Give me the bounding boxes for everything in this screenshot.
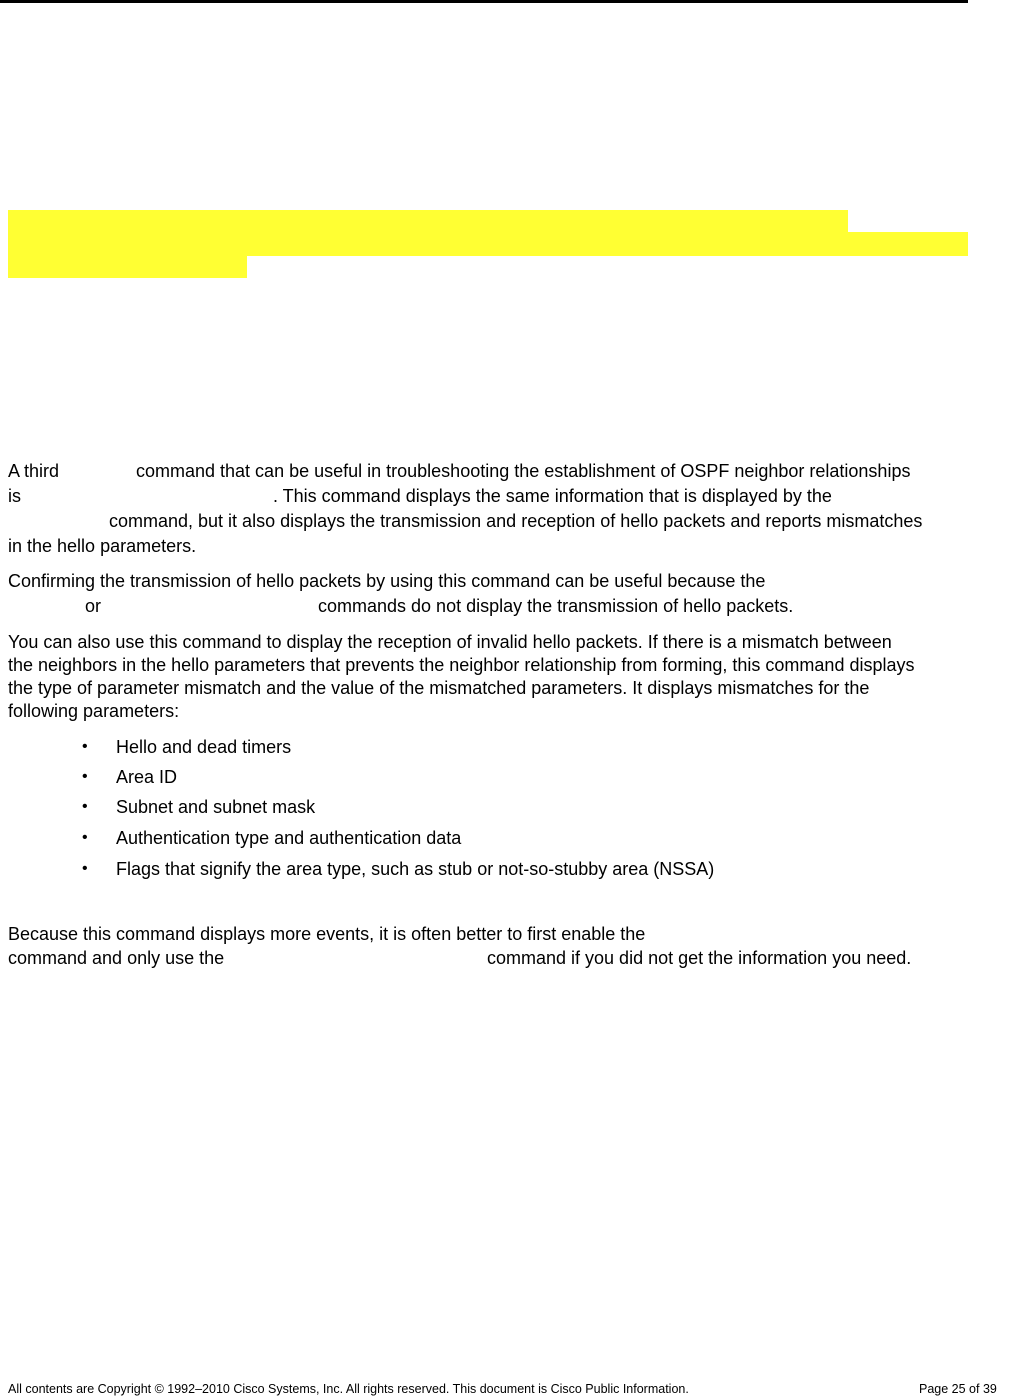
paragraph-3-line-1: You can also use this command to display the reception of invalid hello packets. If there is a mismatch between (8, 632, 892, 652)
text-fragment: Because this command displays more events, it is often better to first enable the (8, 924, 646, 944)
paragraph-3-line-4: following parameters: (8, 701, 180, 721)
text-fragment: is (8, 486, 21, 506)
paragraph-4-line-1 (8, 922, 1008, 946)
header-rule (0, 0, 968, 3)
text-fragment: A third (8, 461, 60, 481)
list-item-text: Flags that signify the area type, such as stub or not-so-stubby area (NSSA) (116, 859, 715, 879)
list-item-text: Area ID (116, 767, 178, 787)
paragraph-1-line-4 (8, 534, 1008, 558)
footer-page-number: Page 25 of 39 (919, 1382, 997, 1396)
text-fragment: commands do not display the transmission of hello packets. (318, 596, 794, 616)
text-fragment: command if you did not get the information you need. (487, 948, 912, 968)
highlight-bar-2 (8, 232, 968, 256)
paragraph-1-line-2 (8, 484, 1008, 508)
bullet-icon: • (82, 860, 88, 877)
text-fragment: command, but it also displays the transmission and reception of hello packets and reports mismatches (109, 511, 923, 531)
text-fragment: Confirming the transmission of hello packets by using this command can be useful because the (8, 571, 766, 591)
text-fragment: . This command displays the same information that is displayed by the (273, 486, 832, 506)
paragraph-2-line-2 (8, 594, 1008, 618)
highlight-bar-1 (8, 210, 848, 233)
list-item-text: Subnet and subnet mask (116, 797, 316, 817)
text-fragment: or (85, 596, 102, 616)
text-fragment: command and only use the (8, 948, 225, 968)
list-item-text: Authentication type and authentication data (116, 828, 462, 848)
paragraph-2-line-1 (8, 569, 1008, 593)
text-fragment: in the hello parameters. (8, 536, 197, 556)
paragraph-1-line-3 (8, 509, 1008, 533)
paragraph-3-line-2: the neighbors in the hello parameters that prevents the neighbor relationship from forming, this command displays (8, 655, 915, 675)
bullet-icon: • (82, 829, 88, 846)
bullet-icon: • (82, 768, 88, 785)
text-fragment: command that can be useful in troubleshooting the establishment of OSPF neighbor relationships (136, 461, 911, 481)
list-item-text: Hello and dead timers (116, 737, 292, 757)
bullet-icon: • (82, 738, 88, 755)
paragraph-4-line-2 (8, 946, 1008, 970)
footer-copyright: All contents are Copyright © 1992–2010 Cisco Systems, Inc. All rights reserved. This document is Cisco Public Information. (8, 1382, 689, 1396)
highlight-bar-3 (8, 255, 247, 278)
bullet-icon: • (82, 798, 88, 815)
paragraph-1-line-1 (8, 459, 1008, 483)
paragraph-3-line-3: the type of parameter mismatch and the value of the mismatched parameters. It displays mismatches for the (8, 678, 870, 698)
